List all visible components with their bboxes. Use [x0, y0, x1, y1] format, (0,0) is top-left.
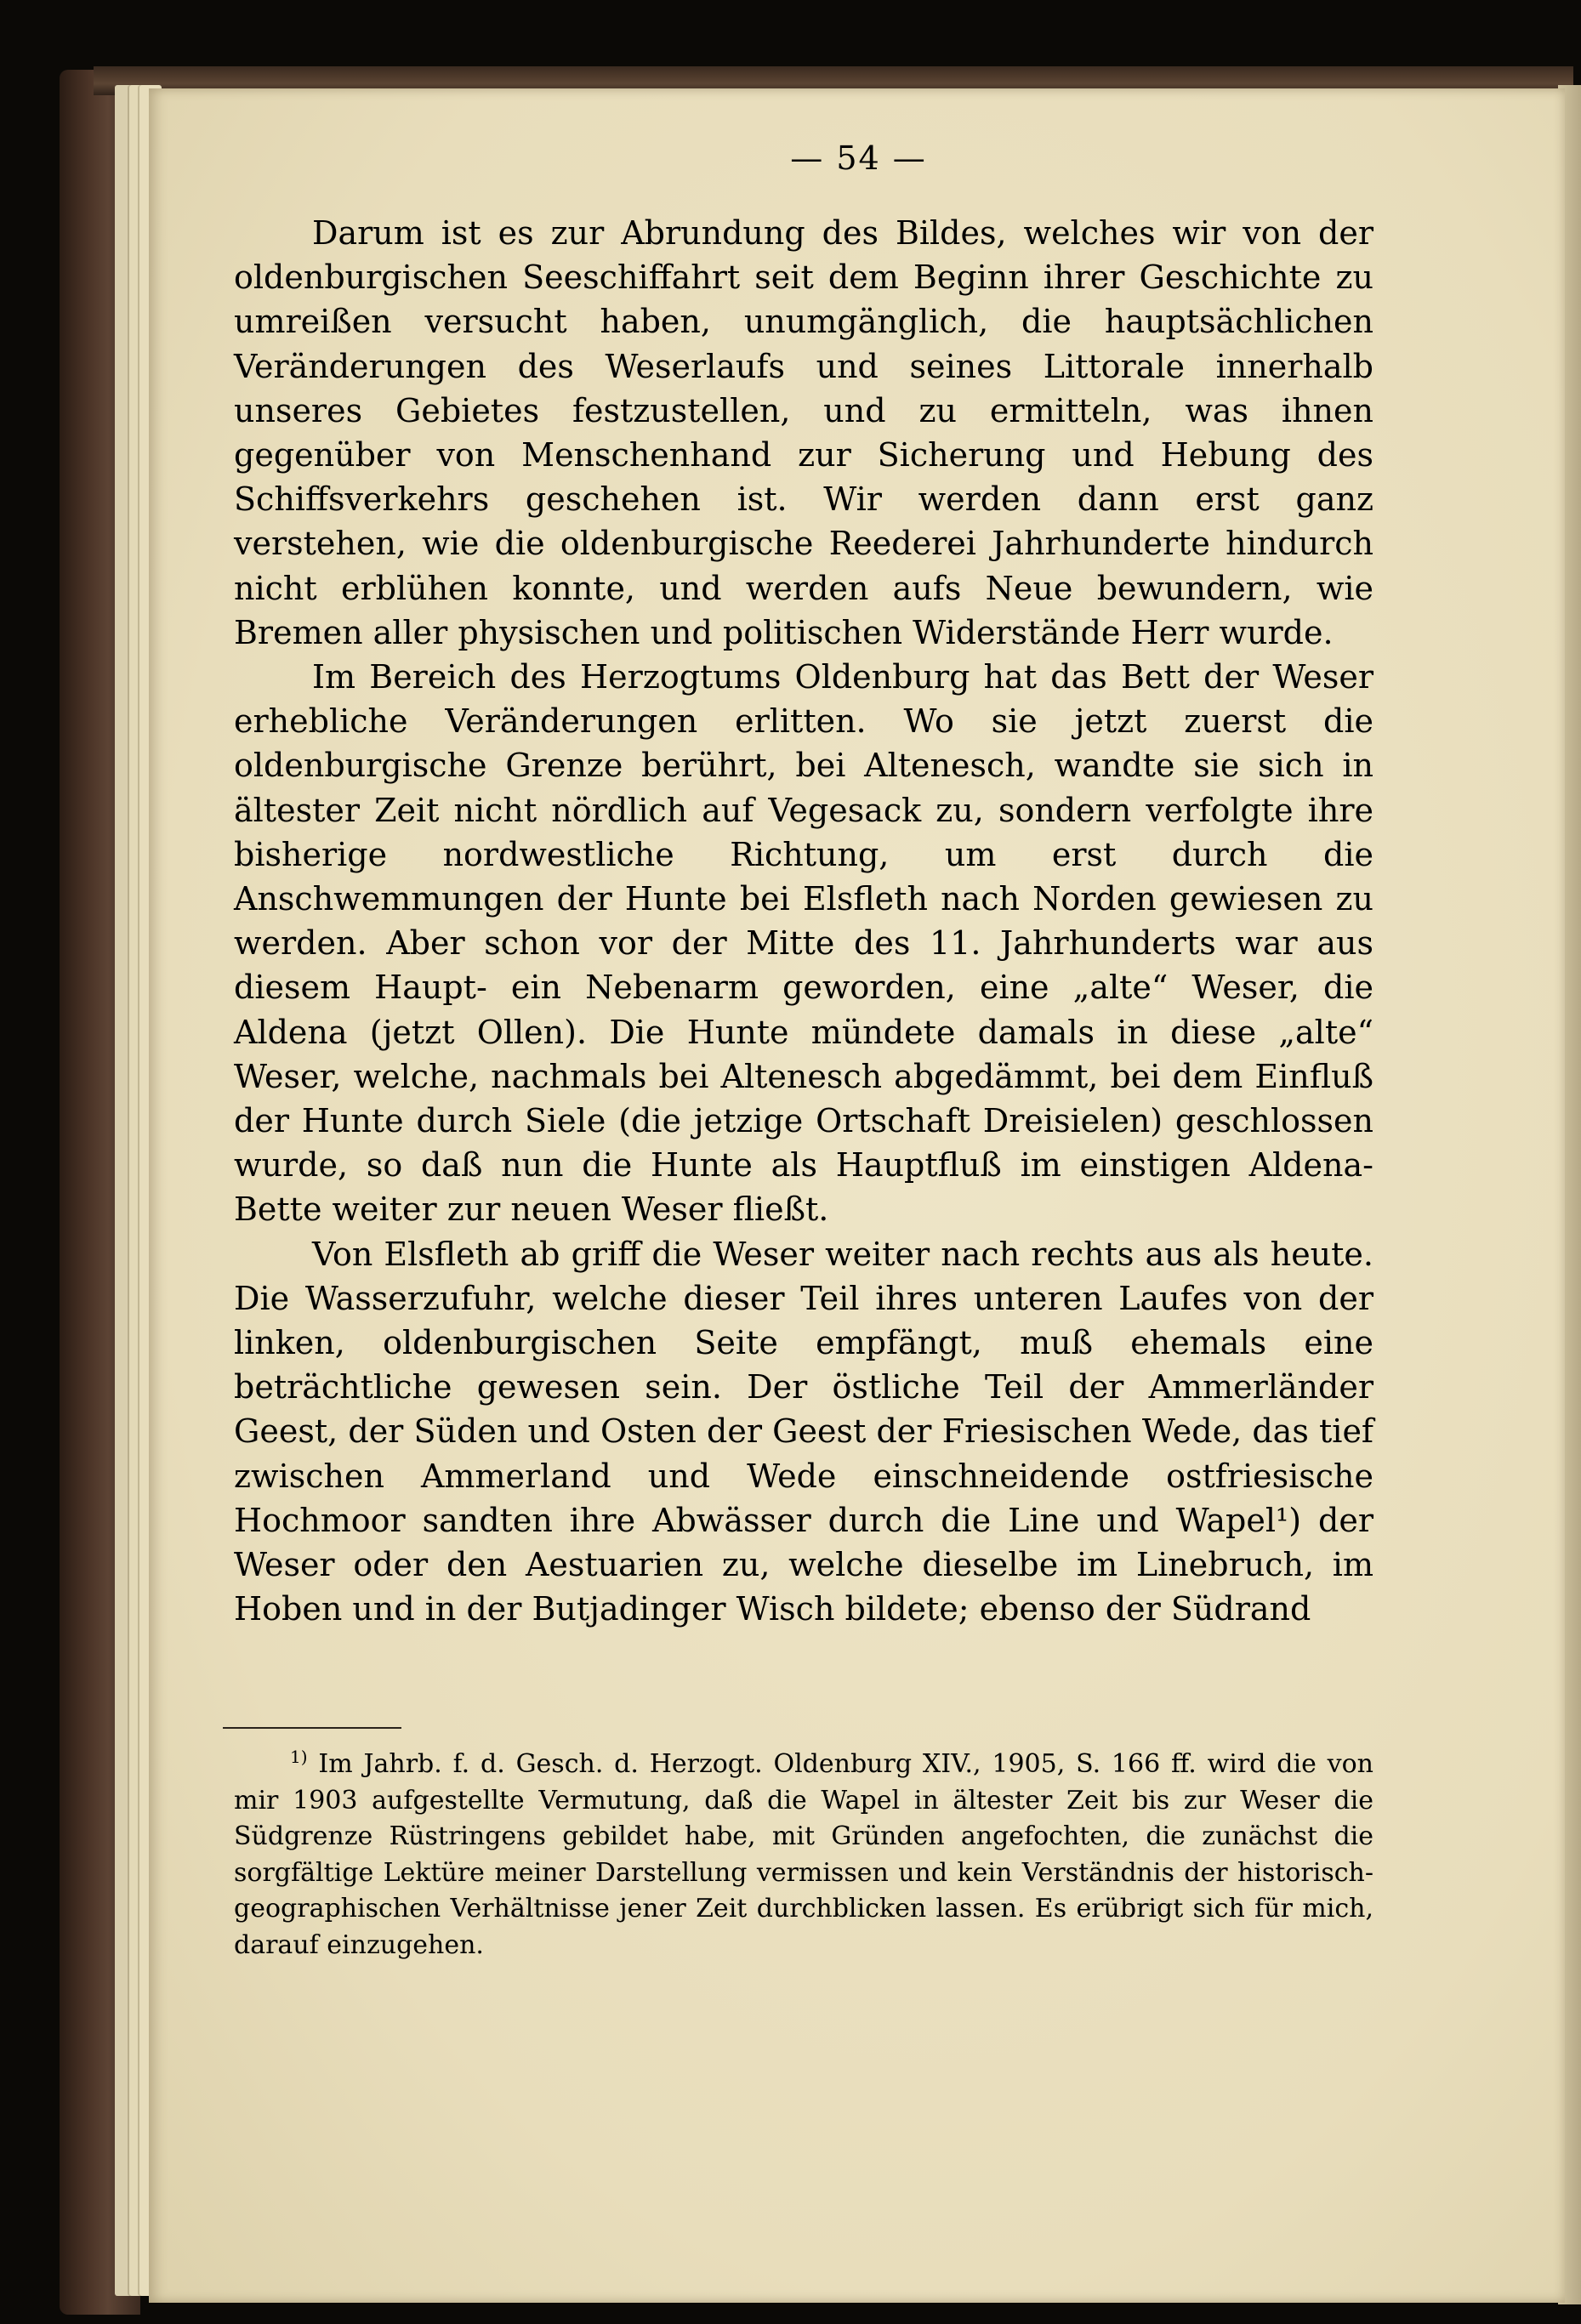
footnote-marker: 1): [290, 1747, 308, 1767]
paragraph: Im Bereich des Herzogtums Oldenburg hat das Bett der Weser erhebliche Veränderungen erlitten. Wo sie jetzt zuerst die oldenburgische Grenze berührt, bei Altenesch, wandte sie sich in ältester Zeit nicht nördlich auf Vegesack zu, sondern verfolgte ihre bisherige nordwestliche Richtung, um erst durch die Anschwemmungen der Hunte bei Elsfleth nach Norden gewiesen zu werden. Aber schon vor der Mitte des 11. Jahrhunderts war aus diesem Haupt- ein Nebenarm geworden, eine „alte“ Weser, die Aldena (jetzt Ollen). Die Hunte mündete damals in diese „alte“ Weser, welche, nachmals bei Altenesch abgedämmt, bei dem Einfluß der Hunte durch Siele (die jetzige Ortschaft Dreisielen) geschlossen wurde, so daß nun die Hunte als Hauptfluß im einstigen Aldena-Bette weiter zur neuen Weser fließt.: [234, 658, 1373, 1229]
body-text: [234, 211, 1373, 1632]
footnote: [234, 1747, 1373, 1964]
footnote-text: Im Jahrb. f. d. Gesch. d. Herzogt. Oldenburg XIV., 1905, S. 166 ff. wird die von mir 1903 aufgestellte Vermutung, daß die Wapel in ältester Zeit bis zur Weser die Südgrenze Rüstringens gebildet habe, mit Gründen angefochten, die zunächst die sorgfältige Lektüre meiner Darstellung vermissen und kein Verständnis der historisch-geographischen Verhältnisse jener Zeit durchblicken lassen. Es erübrigt sich für mich, darauf einzugehen.: [234, 1749, 1373, 1960]
page-number: — 54 —: [790, 139, 927, 177]
paragraph: Darum ist es zur Abrundung des Bildes, welches wir von der oldenburgischen Seeschiffahrt seit dem Beginn ihrer Geschichte zu umreißen versucht haben, unumgänglich, die hauptsächlichen Veränderungen des Weserlaufs und seines Littorale innerhalb unseres Gebietes festzustellen, und zu ermitteln, was ihnen gegenüber von Menschenhand zur Sicherung und Hebung des Schiffsverkehrs geschehen ist. Wir werden dann erst ganz verstehen, wie die oldenburgische Reederei Jahrhunderte hindurch nicht erblühen konnte, und werden aufs Neue bewundern, wie Bremen aller physischen und politischen Widerstände Herr wurde.: [234, 214, 1373, 651]
footnote-divider: [223, 1727, 401, 1729]
paragraph: Von Elsfleth ab griff die Weser weiter nach rechts aus als heute. Die Wasserzufuhr, welche dieser Teil ihres unteren Laufes von der linken, oldenburgischen Seite empfängt, muß ehemals eine beträchtliche gewesen sein. Der östliche Teil der Ammerländer Geest, der Süden und Osten der Geest der Friesischen Wede, das tief zwischen Ammerland und Wede einschneidende ostfriesische Hochmoor sandten ihre Abwässer durch die Line und Wapel¹) der Weser oder den Aestuarien zu, welche dieselbe im Linebruch, im Hoben und in der Butjadinger Wisch bildete; ebenso der Südrand: [234, 1235, 1373, 1628]
